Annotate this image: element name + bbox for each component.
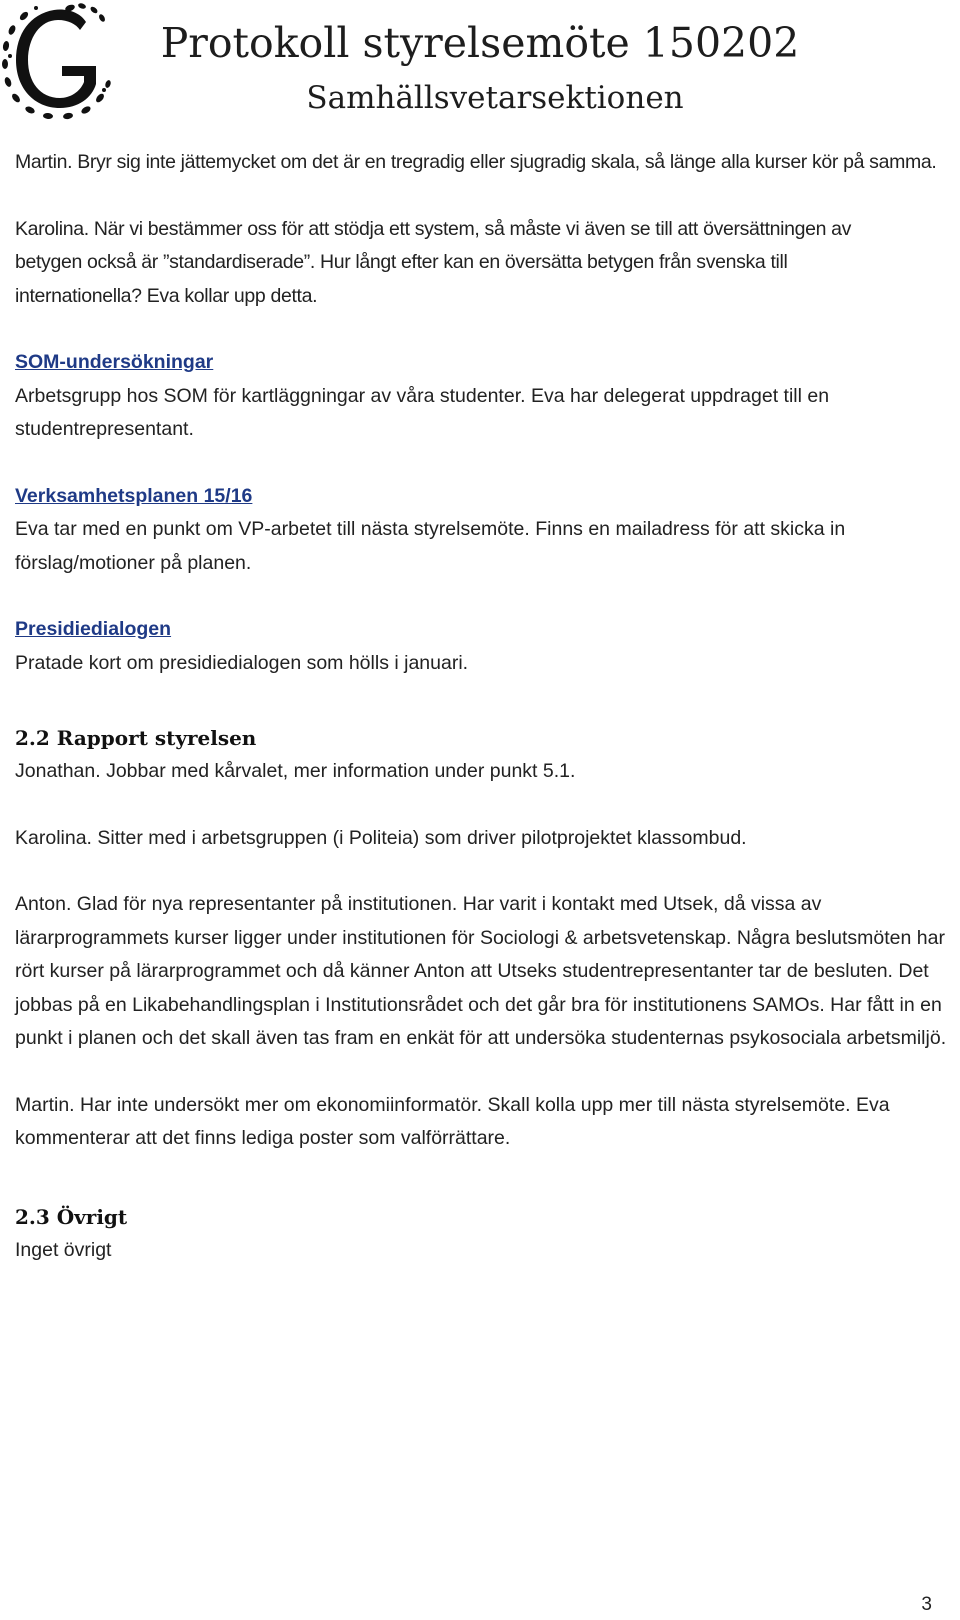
rapport-martin: Martin. Har inte undersökt mer om ekonomiinformatör. Skall kolla upp mer till nästa styrelsemöte. Eva kommenterar att det finns lediga poster som valförrättare. — [15, 1093, 890, 1149]
page-number: 3 — [921, 1594, 932, 1615]
section-text-verksamhetsplan: Eva tar med en punkt om VP-arbetet till nästa styrelsemöte. Finns en mailadress för att skicka in förslag/motioner på planen. — [15, 518, 846, 574]
heading-rapport-styrelsen: 2.2 Rapport styrelsen — [15, 726, 257, 750]
section-heading-som: SOM-undersökningar — [15, 351, 214, 373]
rapport-jonathan: Jonathan. Jobbar med kårvalet, mer information under punkt 5.1. — [15, 760, 576, 782]
martin-comment: Martin. Bryr sig inte jättemycket om det är en tregradig eller sjugradig skala, så länge alla kurser kör på samma. — [15, 151, 937, 173]
section-heading-presidiedialogen: Presidiedialogen — [15, 618, 172, 640]
rapport-anton: Anton. Glad för nya representanter på institutionen. Har varit i kontakt med Utsek, då vissa av lärarprogrammets kurser ligger under institutionen för Sociologi & arbetsvetenskap. Några beslutsmöten har rört kurser på lärarprogrammet och då känner Anton att Utseks studentrepresentanter tar de besluten. Det jobbas på en Likabehandlingsplan i Institutionsrådet och det går bra för institutionens SAMOs. Har fått in en punkt i planen och det skall även tas fram en enkät för att undersöka studenternas psykosociala arbetsmiljö. — [15, 893, 947, 1049]
ovrigt-text: Inget övrigt — [15, 1238, 112, 1261]
section-text-presidiedialogen: Pratade kort om presidiedialogen som hölls i januari. — [15, 651, 469, 674]
wreath-letter-g-logo — [0, 0, 120, 120]
page-subtitle: Samhällsvetarsektionen — [306, 80, 684, 116]
rapport-karolina: Karolina. Sitter med i arbetsgruppen (i Politeia) som driver pilotprojektet klassombud. — [15, 826, 747, 849]
page-title: Protokoll styrelsemöte 150202 — [160, 19, 800, 67]
section-text-som: Arbetsgrupp hos SOM för kartläggningar av våra studenter. Eva har delegerat uppdraget till en studentrepresentant. — [15, 384, 830, 440]
karolina-comment-line-3: internationella? Eva kollar upp detta. — [15, 284, 318, 307]
karolina-comment-line-1: Karolina. När vi bestämmer oss för att stödja ett system, så måste vi även se till att översättningen av — [15, 217, 852, 240]
karolina-comment-line-2: betygen också är ”standardiserade”. Hur långt efter kan en översätta betygen från svenska till — [15, 251, 788, 273]
document-body — [15, 146, 950, 1267]
section-heading-verksamhetsplan: Verksamhetsplanen 15/16 — [15, 484, 253, 507]
heading-ovrigt: 2.3 Övrigt — [15, 1204, 128, 1229]
